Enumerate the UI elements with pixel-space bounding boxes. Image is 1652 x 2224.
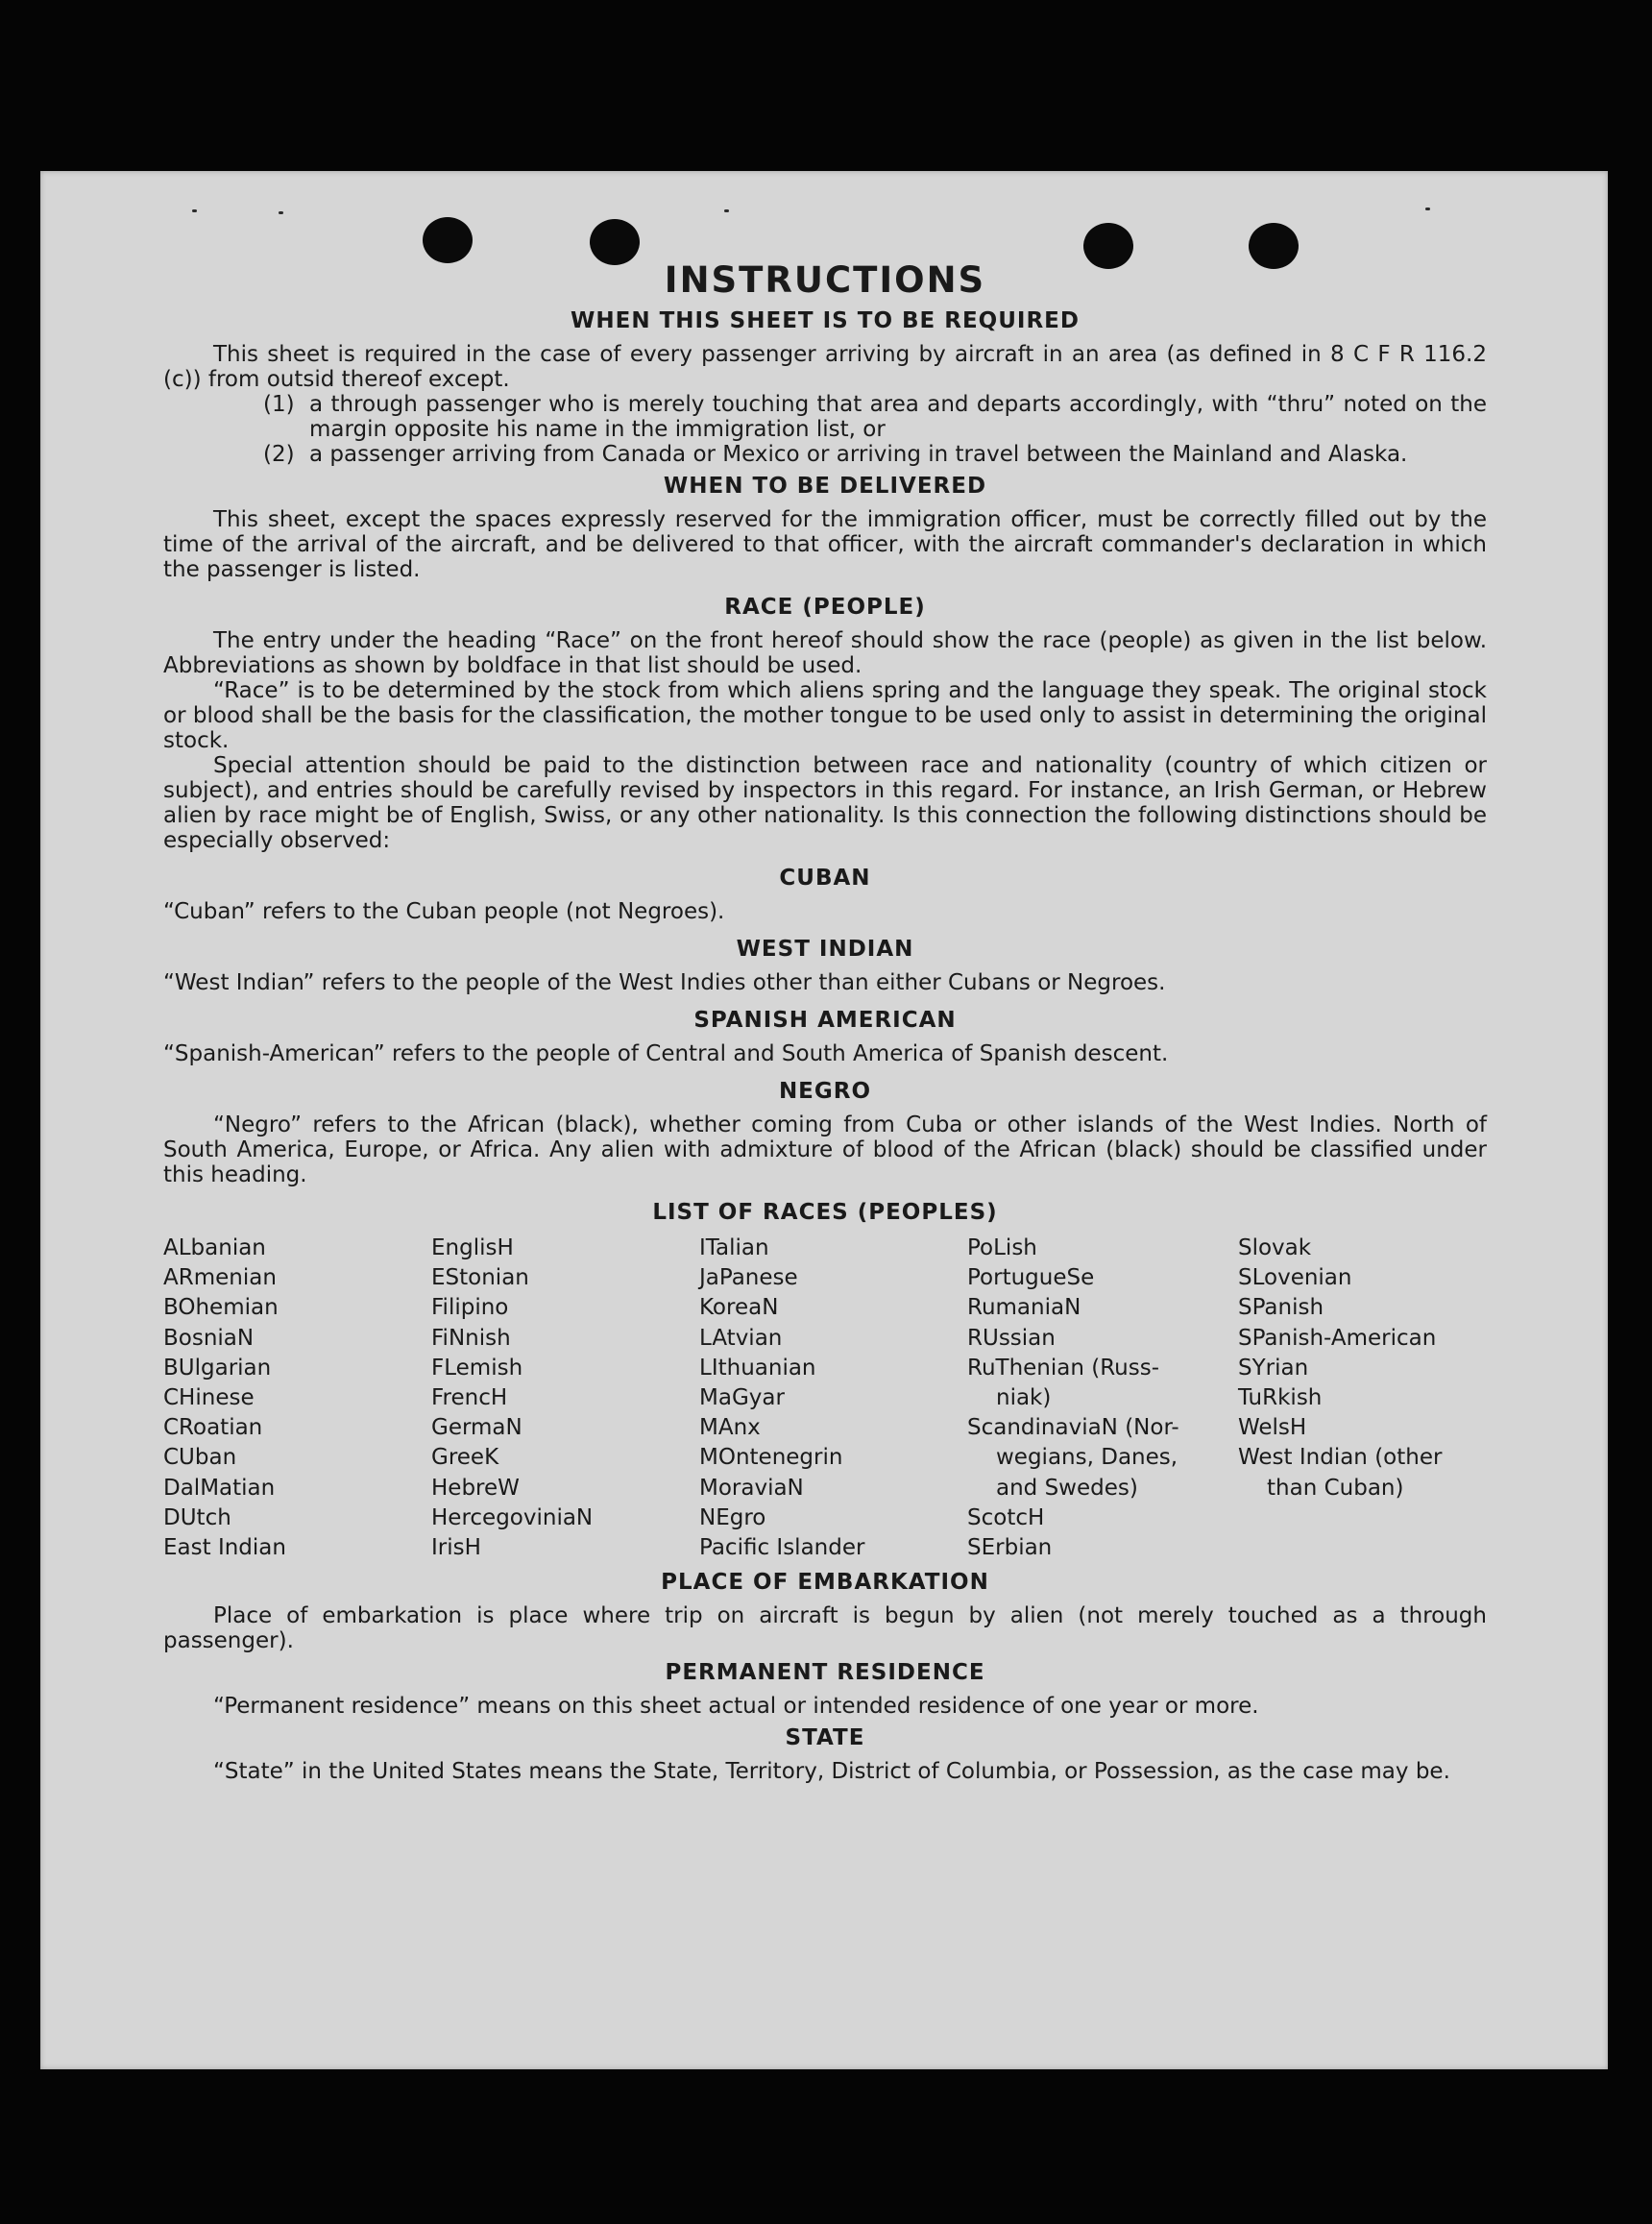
speck xyxy=(192,209,197,212)
exception-number: (1) xyxy=(263,392,295,417)
race-entry: KoreaN xyxy=(699,1295,779,1321)
race-entry: IrisH xyxy=(431,1535,481,1561)
instructions-content xyxy=(163,259,1487,1784)
race-entry: RumaniaN xyxy=(967,1295,1081,1321)
race-entry: LAtvian xyxy=(699,1325,783,1351)
race-entry: GermaN xyxy=(431,1415,522,1441)
heading-negro: NEGRO xyxy=(778,1079,872,1104)
race-paragraph: The entry under the heading “Race” on the front hereof should show the race (people) as given in the list below. Abbreviations as shown by boldface in that list should be used. xyxy=(163,628,1487,678)
race-entry: SPanish xyxy=(1238,1295,1324,1321)
race-entry: MoraviaN xyxy=(699,1475,804,1501)
spanish-american-text: “Spanish-American” refers to the people of Central and South America of Spanish descent. xyxy=(163,1041,1169,1066)
place-of-embarkation-text: Place of embarkation is place where trip on aircraft is begun by alien (not merely touched as a through passenger). xyxy=(163,1603,1487,1654)
race-entry: PoLish xyxy=(967,1235,1037,1260)
heading-when-delivered: WHEN TO BE DELIVERED xyxy=(663,474,987,499)
race-entry: SLovenian xyxy=(1238,1265,1352,1291)
heading-when-required: WHEN THIS SHEET IS TO BE REQUIRED xyxy=(571,308,1080,333)
race-entry: EStonian xyxy=(431,1265,529,1291)
race-entry: SErbian xyxy=(967,1535,1053,1561)
race-entry: East Indian xyxy=(163,1535,286,1561)
race-entry: MAnx xyxy=(699,1415,761,1441)
race-entry: Filipino xyxy=(431,1295,509,1321)
race-entry: MaGyar xyxy=(699,1385,785,1411)
heading-west-indian: WEST INDIAN xyxy=(736,937,914,962)
race-entry: TuRkish xyxy=(1238,1385,1323,1411)
when-delivered-text: This sheet, except the spaces expressly reserved for the immigration officer, must be correctly filled out by the time of the arrival of the aircraft, and be delivered to that officer, with the aircraft commander's declaration in which the passenger is listed. xyxy=(163,507,1487,582)
races-column xyxy=(163,1234,431,1563)
speck xyxy=(724,209,729,212)
race-entry: CRoatian xyxy=(163,1415,263,1441)
exception-item xyxy=(263,392,1487,442)
race-entry: GreeK xyxy=(431,1445,499,1471)
races-list xyxy=(163,1234,1487,1563)
races-column xyxy=(431,1234,699,1563)
race-entry: LIthuanian xyxy=(699,1355,816,1381)
race-entry: PortugueSe xyxy=(967,1265,1095,1291)
race-entry: CHinese xyxy=(163,1385,255,1411)
state-text: “State” in the United States means the State, Territory, District of Columbia, or Possession, as the case may be. xyxy=(213,1759,1450,1785)
race-entry: MOntenegrin xyxy=(699,1445,843,1471)
speck xyxy=(279,211,283,214)
race-entry: WelsH xyxy=(1238,1415,1307,1441)
race-entry: than Cuban) xyxy=(1267,1475,1404,1501)
race-entry: wegians, Danes, xyxy=(996,1445,1178,1471)
punch-hole xyxy=(590,219,640,265)
races-column xyxy=(967,1234,1238,1563)
punch-hole xyxy=(423,217,473,263)
race-entry: ALbanian xyxy=(163,1235,266,1260)
race-entry: DUtch xyxy=(163,1504,231,1530)
races-column xyxy=(699,1234,967,1563)
race-entry: HercegoviniaN xyxy=(431,1504,594,1530)
heading-list-of-races: LIST OF RACES (PEOPLES) xyxy=(652,1200,998,1225)
exception-item xyxy=(263,442,1487,467)
race-entry: RuThenian (Russ- xyxy=(967,1355,1160,1381)
race-entry: ScotcH xyxy=(967,1504,1045,1530)
exception-number: (2) xyxy=(263,442,295,467)
document-sheet xyxy=(40,171,1608,2069)
heading-spanish-american: SPANISH AMERICAN xyxy=(693,1008,957,1033)
race-entry: RUssian xyxy=(967,1325,1056,1351)
race-entry: DalMatian xyxy=(163,1475,276,1501)
race-entry: Pacific Islander xyxy=(699,1535,865,1561)
speck xyxy=(1425,208,1430,210)
heading-state: STATE xyxy=(785,1725,865,1751)
race-entry: SYrian xyxy=(1238,1355,1309,1381)
race-entry: BOhemian xyxy=(163,1295,279,1321)
exception-text: a through passenger who is merely touching that area and departs accordingly, with “thru” noted on the margin opposite his name in the immigration list, or xyxy=(309,392,1487,442)
race-entry: EnglisH xyxy=(431,1235,514,1260)
race-entry: HebreW xyxy=(431,1475,520,1501)
race-entry: West Indian (other xyxy=(1238,1445,1443,1471)
heading-place-of-embarkation: PLACE OF EMBARKATION xyxy=(661,1570,989,1596)
race-entry: ARmenian xyxy=(163,1265,277,1291)
race-entry: FLemish xyxy=(431,1355,523,1381)
negro-text: “Negro” refers to the African (black), whether coming from Cuba or other islands of the West Indies. North of South America, Europe, or Africa. Any alien with admixture of blood of the African (black) should be classified under this heading. xyxy=(163,1112,1487,1187)
exception-text: a passenger arriving from Canada or Mexico or arriving in travel between the Mainland and Alaska. xyxy=(309,442,1408,467)
cuban-text: “Cuban” refers to the Cuban people (not Negroes). xyxy=(163,899,725,924)
when-required-intro: This sheet is required in the case of every passenger arriving by aircraft in an area (as defined in 8 C F R 116.2 (c)) from outsid thereof except. xyxy=(163,342,1487,392)
permanent-residence-text: “Permanent residence” means on this sheet actual or intended residence of one year or more. xyxy=(213,1694,1259,1720)
race-entry: ITalian xyxy=(699,1235,769,1260)
heading-permanent-residence: PERMANENT RESIDENCE xyxy=(665,1660,985,1686)
heading-cuban: CUBAN xyxy=(779,866,871,891)
race-entry: JaPanese xyxy=(699,1265,798,1291)
document-title: INSTRUCTIONS xyxy=(664,259,986,301)
race-entry: SPanish-American xyxy=(1238,1325,1437,1351)
race-entry: FrencH xyxy=(431,1385,508,1411)
race-entry: BUlgarian xyxy=(163,1355,272,1381)
races-column xyxy=(1238,1234,1487,1563)
race-entry: BosniaN xyxy=(163,1325,255,1351)
race-entry: and Swedes) xyxy=(996,1475,1138,1501)
race-entry: NEgro xyxy=(699,1504,766,1530)
heading-race: RACE (PEOPLE) xyxy=(724,595,926,620)
race-entry: CUban xyxy=(163,1445,237,1471)
west-indian-text: “West Indian” refers to the people of the West Indies other than either Cubans or Negroes. xyxy=(163,970,1166,995)
race-paragraph: Special attention should be paid to the distinction between race and nationality (country of which citizen or subject), and entries should be carefully revised by inspectors in this regard. For instance, an Irish German, or Hebrew alien by race might be of English, Swiss, or any other nationality. Is this connection the following distinctions should be especially observed: xyxy=(163,753,1487,853)
race-entry: Slovak xyxy=(1238,1235,1312,1260)
race-entry: niak) xyxy=(996,1385,1052,1411)
race-paragraph: “Race” is to be determined by the stock from which aliens spring and the language they speak. The original stock or blood shall be the basis for the classification, the mother tongue to be used only to assist in determining the original stock. xyxy=(163,678,1487,753)
race-entry: ScandinaviaN (Nor- xyxy=(967,1415,1179,1441)
race-entry: FiNnish xyxy=(431,1325,511,1351)
